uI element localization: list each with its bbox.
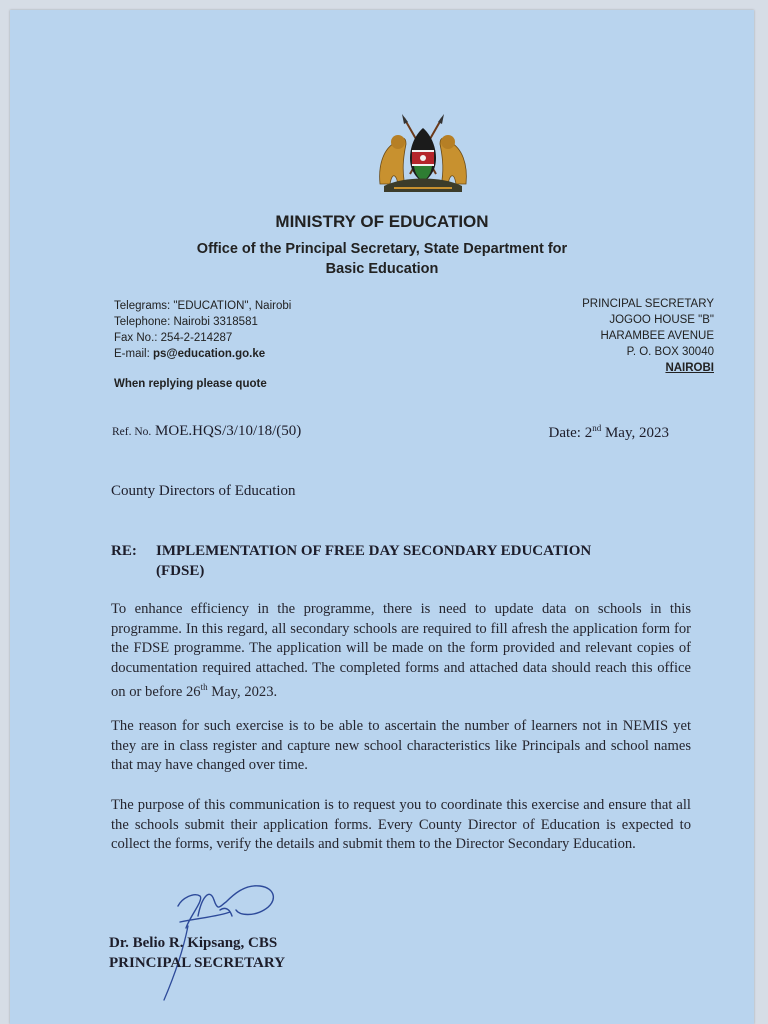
- letter-date: [548, 423, 669, 442]
- replying-note: When replying please quote: [114, 378, 267, 390]
- address-line-2: JOGOO HOUSE "B": [609, 314, 714, 326]
- office-line-1: Office of the Principal Secretary, State Department for: [196, 241, 568, 257]
- signatory-name: Dr. Belio R. Kipsang, CBS: [109, 935, 278, 951]
- letter-page: [10, 10, 754, 1024]
- body-paragraph-1: [111, 600, 691, 702]
- recipient: County Directors of Education: [111, 483, 296, 499]
- address-block: [582, 296, 714, 376]
- subject-line-2: (FDSE): [156, 563, 205, 579]
- subject-label: RE:: [111, 543, 137, 559]
- subject-line: [111, 541, 671, 581]
- telephone: Telephone: Nairobi 3318581: [114, 316, 258, 328]
- address-line-4: P. O. BOX 30040: [626, 346, 714, 358]
- date-suffix: May, 2023: [601, 425, 669, 441]
- signatory-block: [109, 933, 285, 973]
- body-paragraph-3: The purpose of this communication is to request you to coordinate this exercise and ensure that all the schools submit their application forms. Every County Director of Education is expected to collect the forms, verify the details and submit them to the Director Secondary Education.: [111, 797, 691, 852]
- reference-value: MOE.HQS/3/10/18/(50): [155, 423, 302, 439]
- body-paragraph-2: The reason for such exercise is to be able to ascertain the number of learners not in NEMIS yet they are in class register and capture new school characteristics like Principals and school names that may have changed over time.: [111, 718, 691, 773]
- p1-end: May, 2023.: [207, 683, 278, 700]
- office-subtitle: [10, 239, 754, 279]
- reference-label: Ref. No.: [112, 426, 152, 438]
- address-line-1: PRINCIPAL SECRETARY: [582, 298, 714, 310]
- p1-sup: th: [200, 682, 208, 692]
- coat-of-arms-icon: [374, 114, 472, 196]
- contact-block: [114, 298, 291, 362]
- email-address: ps@education.go.ke: [152, 348, 266, 360]
- date-prefix: Date: 2: [548, 425, 593, 441]
- office-line-2: Basic Education: [325, 261, 439, 277]
- email-line: [114, 346, 291, 362]
- address-line-3: HARAMBEE AVENUE: [600, 330, 714, 342]
- telegrams: Telegrams: "EDUCATION", Nairobi: [114, 300, 292, 312]
- reference-number: [112, 423, 301, 440]
- fax: Fax No.: 254-2-214287: [114, 332, 233, 344]
- email-label: E-mail:: [114, 348, 153, 360]
- ministry-title: MINISTRY OF EDUCATION: [275, 212, 489, 231]
- date-sup: nd: [592, 423, 602, 433]
- signatory-title: PRINCIPAL SECRETARY: [109, 955, 286, 971]
- subject-line-1: IMPLEMENTATION OF FREE DAY SECONDARY EDUCATION: [156, 543, 592, 559]
- p1-text: To enhance efficiency in the programme, there is need to update data on schools in this programme. In this regard, all secondary schools are required to fill afresh the application form for the FDSE programme. The application will be made on the form provided and relevant copies of documentation required attached. The completed forms and attached data should reach this office on or before 26: [111, 601, 691, 700]
- address-line-5: NAIROBI: [665, 362, 714, 374]
